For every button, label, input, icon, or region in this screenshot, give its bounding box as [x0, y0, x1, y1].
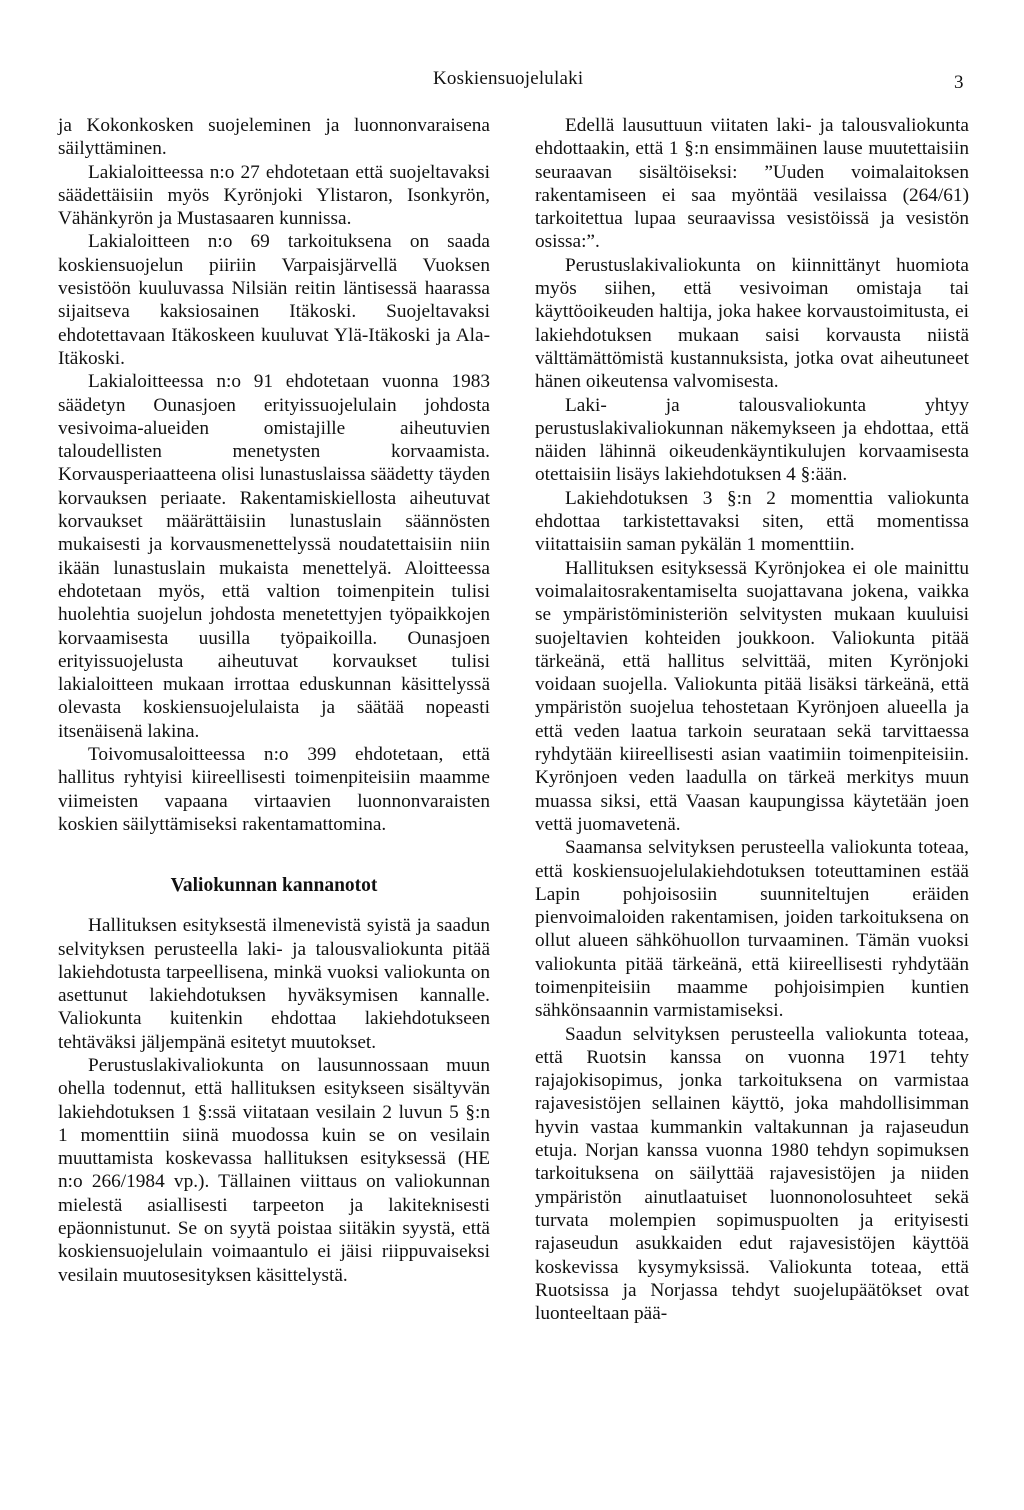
- right-paragraph-5: Hallituksen esityksessä Kyrönjokea ei ole mainittu voimalaitosrakentamiselta suojattavana jokena, vaikka se ympäristöministeriön selvitysten mukaan kuuluisi suojeltavien kohteiden joukkoon. Valiokunta pitää tärkeänä, että hallitus selvittää, miten Kyrönjoki voidaan suojella. Valiokunta pitää lisäksi tärkeänä, että ympäristön suojelua tehostetaan Kyrönjoen alueella ja että veden laatua tarkoin seurataan sekä tarvittaessa ryhdytään kiireellisesti asian vaatimiin toimenpiteisiin. Kyrönjoen veden laadulla on tärkeä merkitys muun muassa siksi, että Vaasan kaupungissa käytetään joen vettä juomavetenä.: [535, 557, 969, 835]
- left-paragraph-7: Perustuslakivaliokunta on lausunnossaan muun ohella todennut, että hallituksen esitykseen sisältyvän lakiehdotuksen 1 §:ssä viitataan vesilain 2 luvun 5 §:n 1 momenttiin siinä muodossa kuin se on vesilain muuttamista koskevassa hallituksen esityksessä (HE n:o 266/1984 vp.). Tällainen viittaus on valiokunnan mielestä asiallisesti tarpeeton ja lakiteknisesti epäonnistunut. Se on syytä poistaa siitäkin syystä, että koskiensuojelulain voimaantulo ei jäisi riippuvaiseksi vesilain muutosesityksen käsittelystä.: [58, 1054, 490, 1286]
- left-paragraph-4: Lakialoitteessa n:o 91 ehdotetaan vuonna 1983 säädetyn Ounasjoen erityissuojelulain johdosta vesivoima-alueiden omistajille aiheutuvien taloudellisten menetysten korvaamista. Korvausperiaatteena olisi lunastuslaissa säädetty täyden korvauksen periaate. Rakentamiskiellosta aiheutuvat korvaukset määrättäisiin lunastuslain säännösten mukaisesti ja korvausmenettelyssä noudatettaisiin niin ikään lunastuslain mukaista menettelyä. Aloitteessa ehdotetaan myös, että valtion toimenpitein tulisi huolehtia suojelun johdosta menetettyjen työpaikkojen korvaamisesta uusilla työpaikoilla. Ounasjoen erityissuojelusta aiheutuvat korvaukset tulisi lakialoitteen mukaan irrottaa eduskunnan käsittelyssä olevasta koskiensuojelulaista ja säätää nopeasti itsenäisenä lakina.: [58, 371, 490, 742]
- right-paragraph-7: Saadun selvityksen perusteella valiokunta toteaa, että Ruotsin kanssa on vuonna 1971 tehty rajajokisopimus, jonka tarkoituksena on varmistaa rajavesistöjen sellainen käyttö, joka mahdollisimman hyvin vastaa kummankin valtakunnan ja rajaseudun etuja. Norjan kanssa vuonna 1980 tehdyn sopimuksen tarkoituksena on säilyttää rajavesistöjen ja niiden ympäristön ainutlaatuiset luonnonolosuhteet sekä turvata molempien sopimuspuolten ja erityisesti rajaseudun asukkaiden edut rajavesistöjen käyttöä koskevissa kysymyksissä. Valiokunta toteaa, että Ruotsissa ja Norjassa tehdyt suojelupäätökset ovat luonteeltaan pää-: [535, 1023, 969, 1325]
- right-paragraph-6: Saamansa selvityksen perusteella valiokunta toteaa, että koskiensuojelulakiehdotuksen toteuttaminen estää Lapin pohjoisosiin suunniteltujen eräiden pienvoimaloiden rakentamisen, joiden tarkoituksena on ollut alueen sähköhuollon turvaaminen. Tämän vuoksi valiokunta pitää tärkeänä, että kiireellisesti ryhdytään toimenpiteisiin maamme pohjoisimpien kuntien sähkönsaannin varmistamiseksi.: [535, 837, 969, 1022]
- right-paragraph-3: Laki- ja talousvaliokunta yhtyy perustuslakivaliokunnan näkemykseen ja ehdottaa, että näiden lähinnä oikeudenkäyntikulujen korvaamisesta otettaisiin lisäys lakiehdotuksen 4 §:ään.: [535, 394, 969, 486]
- running-title: Koskiensuojelulaki: [433, 68, 584, 89]
- running-head: [0, 64, 1024, 94]
- section-heading: Valiokunnan kannanotot: [170, 875, 378, 897]
- left-paragraph-2: Lakialoitteessa n:o 27 ehdotetaan että suojeltavaksi säädettäisiin myös Kyrönjoki Ylistaron, Isonkyrön, Vähänkyrön ja Mustasaaren kunnissa.: [58, 161, 490, 230]
- left-paragraph-3: Lakialoitteen n:o 69 tarkoituksena on saada koskiensuojelun piiriin Varpaisjärvellä Vuoksen vesistöön kuuluvassa Nilsiän reitin läntisessä haarassa sijaitseva kaksiosainen Itäkoski. Suojeltavaksi ehdotettavaan Itäkoskeen kuuluvat Ylä-Itäkoski ja Ala-Itäkoski.: [58, 231, 490, 369]
- left-paragraph-5: Toivomusaloitteessa n:o 399 ehdotetaan, että hallitus ryhtyisi kiireellisesti toimenpiteisiin maamme viimeisten vapaana virtaavien luonnonvaraisten koskien säilyttämiseksi rakentamattomina.: [58, 744, 490, 835]
- left-column: [58, 114, 490, 1287]
- left-paragraph-1: ja Kokonkosken suojeleminen ja luonnonvaraisena säilyttäminen.: [58, 115, 490, 160]
- left-paragraph-6: Hallituksen esityksestä ilmenevistä syistä ja saadun selvityksen perusteella laki- ja talousvaliokunta pitää lakiehdotusta tarpeellisena, minkä vuoksi valiokunta on asettunut lakiehdotuksen hyväksymisen kannalle. Valiokunta kuitenkin ehdottaa lakiehdotukseen tehtäväksi jäljempänä esitetyt muutokset.: [58, 915, 490, 1053]
- right-paragraph-1: Edellä lausuttuun viitaten laki- ja talousvaliokunta ehdottaakin, että 1 §:n ensimmäinen lause muutettaisiin seuraavan sisältöiseksi: ”Uuden voimalaitoksen rakentamiseen ei saa myöntää vesilaissa (264/61) tarkoitettua lupaa seuraavissa vesistöissä ja vesistön osissa:”.: [535, 115, 969, 253]
- page-number: 3: [954, 72, 964, 93]
- right-paragraph-4: Lakiehdotuksen 3 §:n 2 momenttia valiokunta ehdottaa tarkistettavaksi siten, että momentissa viitattaisiin saman pykälän 1 momenttiin.: [535, 487, 969, 556]
- right-column: [535, 114, 969, 1325]
- right-paragraph-2: Perustuslakivaliokunta on kiinnittänyt huomiota myös siihen, että vesivoiman omistaja tai käyttöoikeuden haltija, joka hakee korvaustoimitusta, ei lakiehdotuksen mukaan saisi korvausta niistä välttämättömistä kustannuksista, jotka ovat aiheutuneet hänen oikeutensa valvomisesta.: [535, 254, 969, 393]
